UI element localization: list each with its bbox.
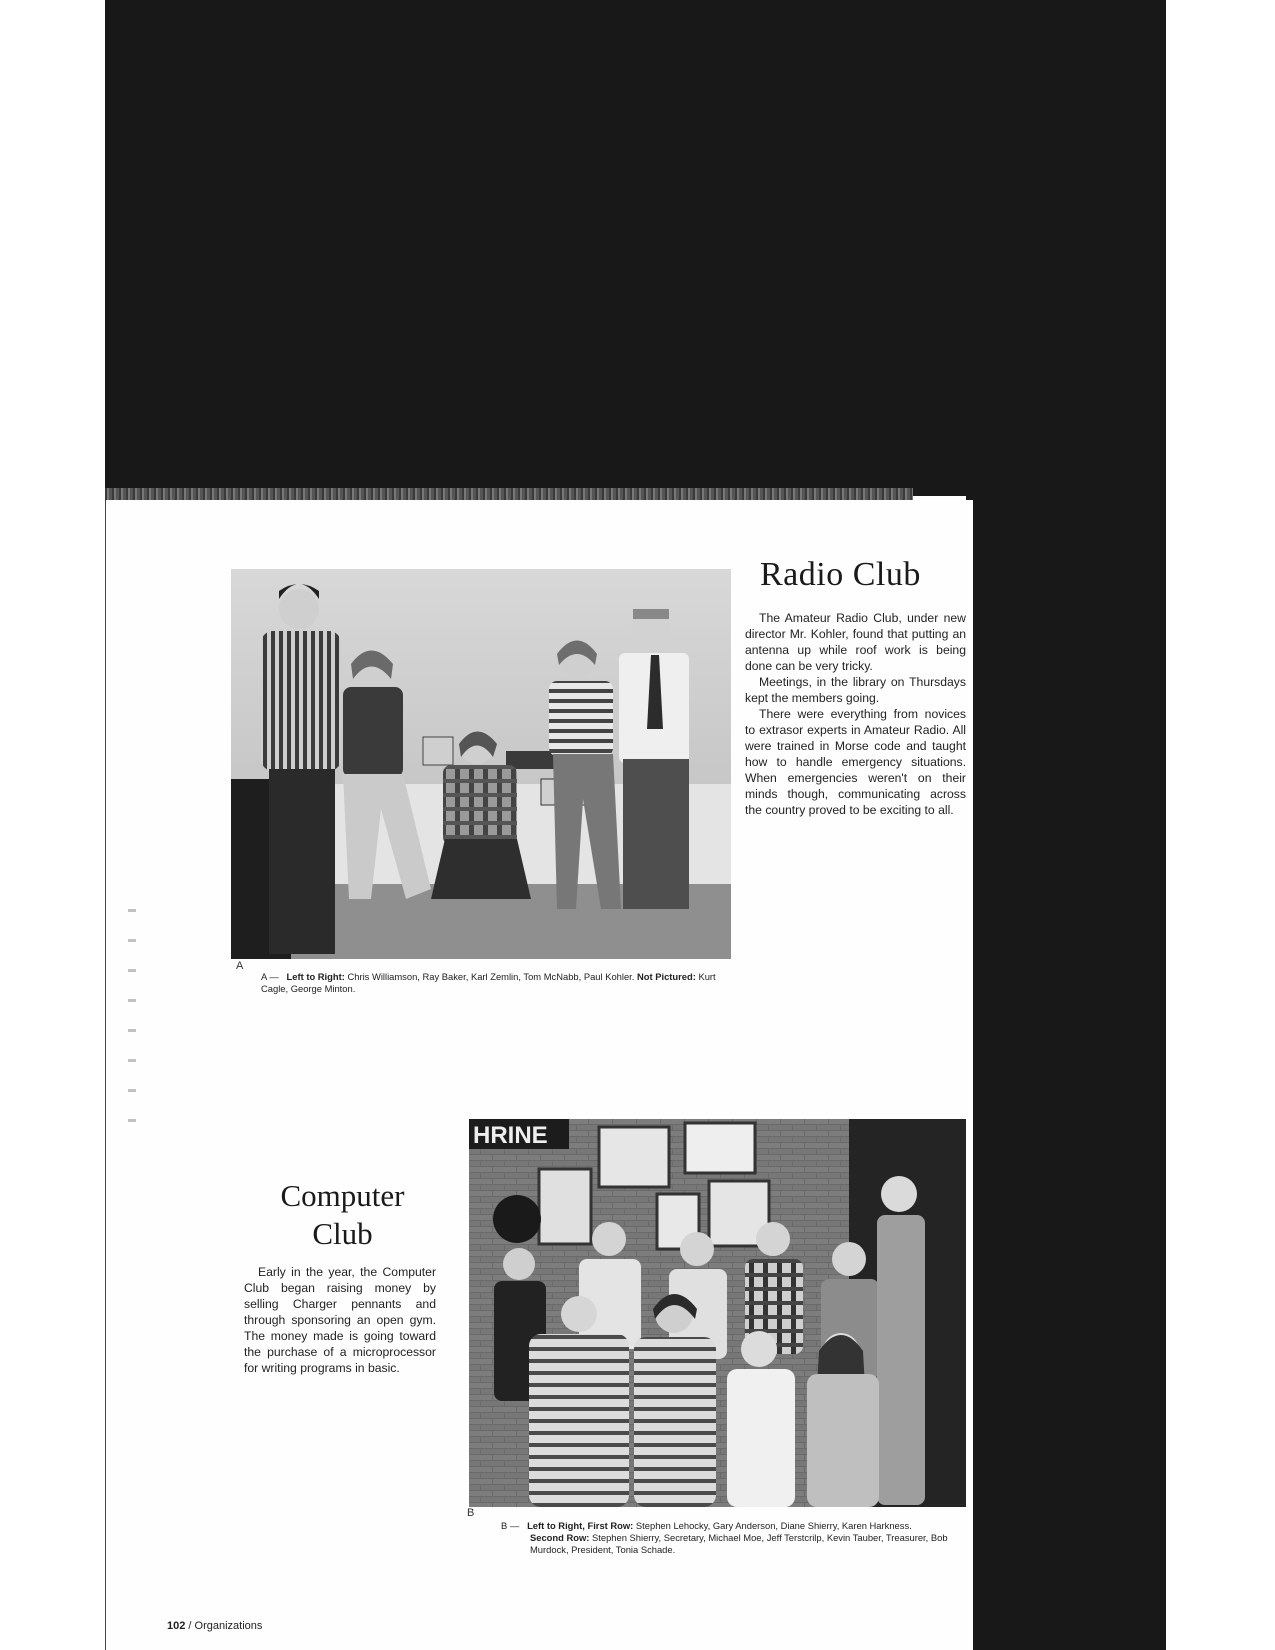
page-left-edge xyxy=(105,500,106,1650)
caption-names: Stephen Lehocky, Gary Anderson, Diane Shierry, Karen Harkness. xyxy=(635,1520,912,1531)
caption-label: Not Pictured: xyxy=(637,971,696,982)
radio-club-photo-illustration xyxy=(231,569,731,959)
caption-label: Left to Right, First Row: xyxy=(527,1520,634,1531)
shrine-sign-text: HRINE xyxy=(473,1122,548,1149)
computer-club-title: Computer Club xyxy=(280,1178,405,1251)
scan-background-top xyxy=(105,0,1166,496)
photo-b-letter: B xyxy=(467,1507,475,1519)
computer-club-paragraph: Early in the year, the Computer Club began raising money by selling Charger pennants and through sponsoring an open gym. The money made is going toward the purchase of a microprocessor for writing programs in basic. xyxy=(244,1265,436,1375)
computer-club-article xyxy=(244,1264,436,1376)
radio-club-caption xyxy=(261,971,731,995)
binding-marks xyxy=(128,895,136,1135)
caption-names: Chris Williamson, Ray Baker, Karl Zemlin, Tom McNabb, Paul Kohler. xyxy=(347,971,635,982)
photo-a-letter: A xyxy=(236,960,244,972)
section-name: / Organizations xyxy=(188,1620,263,1632)
caption-line xyxy=(501,1532,969,1556)
caption-prefix: A — xyxy=(261,971,279,982)
radio-club-paragraph: Meetings, in the library on Thursdays kept the members going. xyxy=(745,675,966,705)
computer-club-photo xyxy=(469,1119,966,1507)
page-top-edge xyxy=(105,488,913,500)
radio-club-paragraph: There were everything from novices to extrasor experts in Amateur Radio. All were trained in Morse code and taught how to handle emergency situations. When emergencies weren't on their minds though, communicating across the country proved to be exciting to all. xyxy=(745,707,966,817)
computer-club-caption xyxy=(501,1520,969,1556)
caption-names: Kurt Cagle, George Minton. xyxy=(261,971,716,994)
radio-club-article xyxy=(745,610,966,818)
radio-club-title: Radio Club xyxy=(760,556,921,593)
page-folio xyxy=(167,1620,262,1632)
scan-background-right xyxy=(966,496,1166,1650)
caption-label: Left to Right: xyxy=(286,971,345,982)
caption-names: Stephen Shierry, Secretary, Michael Moe, Jeff Terstcrilp, Kevin Tauber, Treasurer, Bob Murdock, President, Tonia Schade. xyxy=(530,1532,948,1555)
caption-prefix: B — xyxy=(501,1520,520,1531)
caption-line xyxy=(501,1520,969,1532)
caption-label: Second Row: xyxy=(530,1532,590,1543)
computer-club-photo-illustration xyxy=(469,1119,966,1507)
page-number: 102 xyxy=(167,1620,186,1632)
radio-club-photo xyxy=(231,569,731,959)
radio-club-paragraph: The Amateur Radio Club, under new director Mr. Kohler, found that putting an antenna up while roof work is being done can be very tricky. xyxy=(745,611,966,673)
